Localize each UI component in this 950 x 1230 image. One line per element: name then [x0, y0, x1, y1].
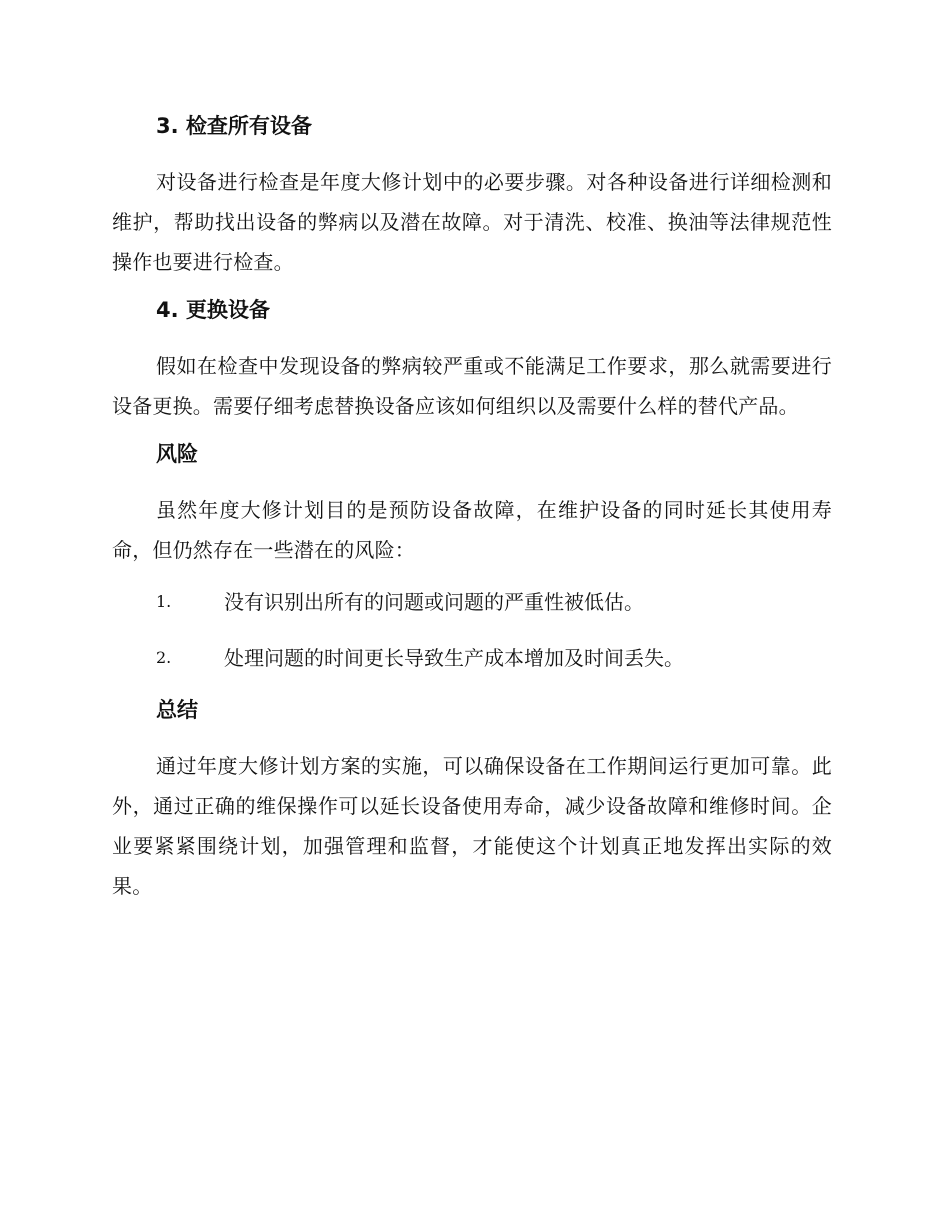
- section-paragraph: 对设备进行检查是年度大修计划中的必要步骤。对各种设备进行详细检测和维护，帮助找出设备的弊病以及潜在故障。对于清洗、校准、换油等法律规范性操作也要进行检查。: [112, 170, 832, 274]
- list-item: [112, 582, 832, 622]
- section-heading: 风险: [156, 442, 198, 466]
- section-replace-equipment: [112, 294, 832, 426]
- section-risk: [112, 438, 832, 678]
- list-text: 没有识别出所有的问题或问题的严重性被低估。: [224, 590, 644, 614]
- section-paragraph: 通过年度大修计划方案的实施，可以确保设备在工作期间运行更加可靠。此外，通过正确的维保操作可以延长设备使用寿命，减少设备故障和维修时间。企业要紧紧围绕计划，加强管理和监督，才能使这个计划真正地发挥出实际的效果。: [112, 754, 832, 898]
- section-heading: 4. 更换设备: [156, 298, 270, 322]
- section-check-equipment: [112, 110, 832, 282]
- list-item: [112, 638, 832, 678]
- list-number: 2.: [156, 648, 172, 667]
- section-summary: [112, 694, 832, 906]
- section-heading: 3. 检查所有设备: [156, 114, 312, 138]
- section-heading: 总结: [156, 698, 198, 722]
- list-number: 1.: [156, 592, 172, 611]
- section-paragraph: 假如在检查中发现设备的弊病较严重或不能满足工作要求，那么就需要进行设备更换。需要仔细考虑替换设备应该如何组织以及需要什么样的替代产品。: [112, 354, 832, 418]
- section-paragraph: 虽然年度大修计划目的是预防设备故障，在维护设备的同时延长其使用寿命，但仍然存在一些潜在的风险：: [112, 498, 832, 562]
- list-text: 处理问题的时间更长导致生产成本增加及时间丢失。: [224, 646, 684, 670]
- risk-list: [112, 582, 832, 678]
